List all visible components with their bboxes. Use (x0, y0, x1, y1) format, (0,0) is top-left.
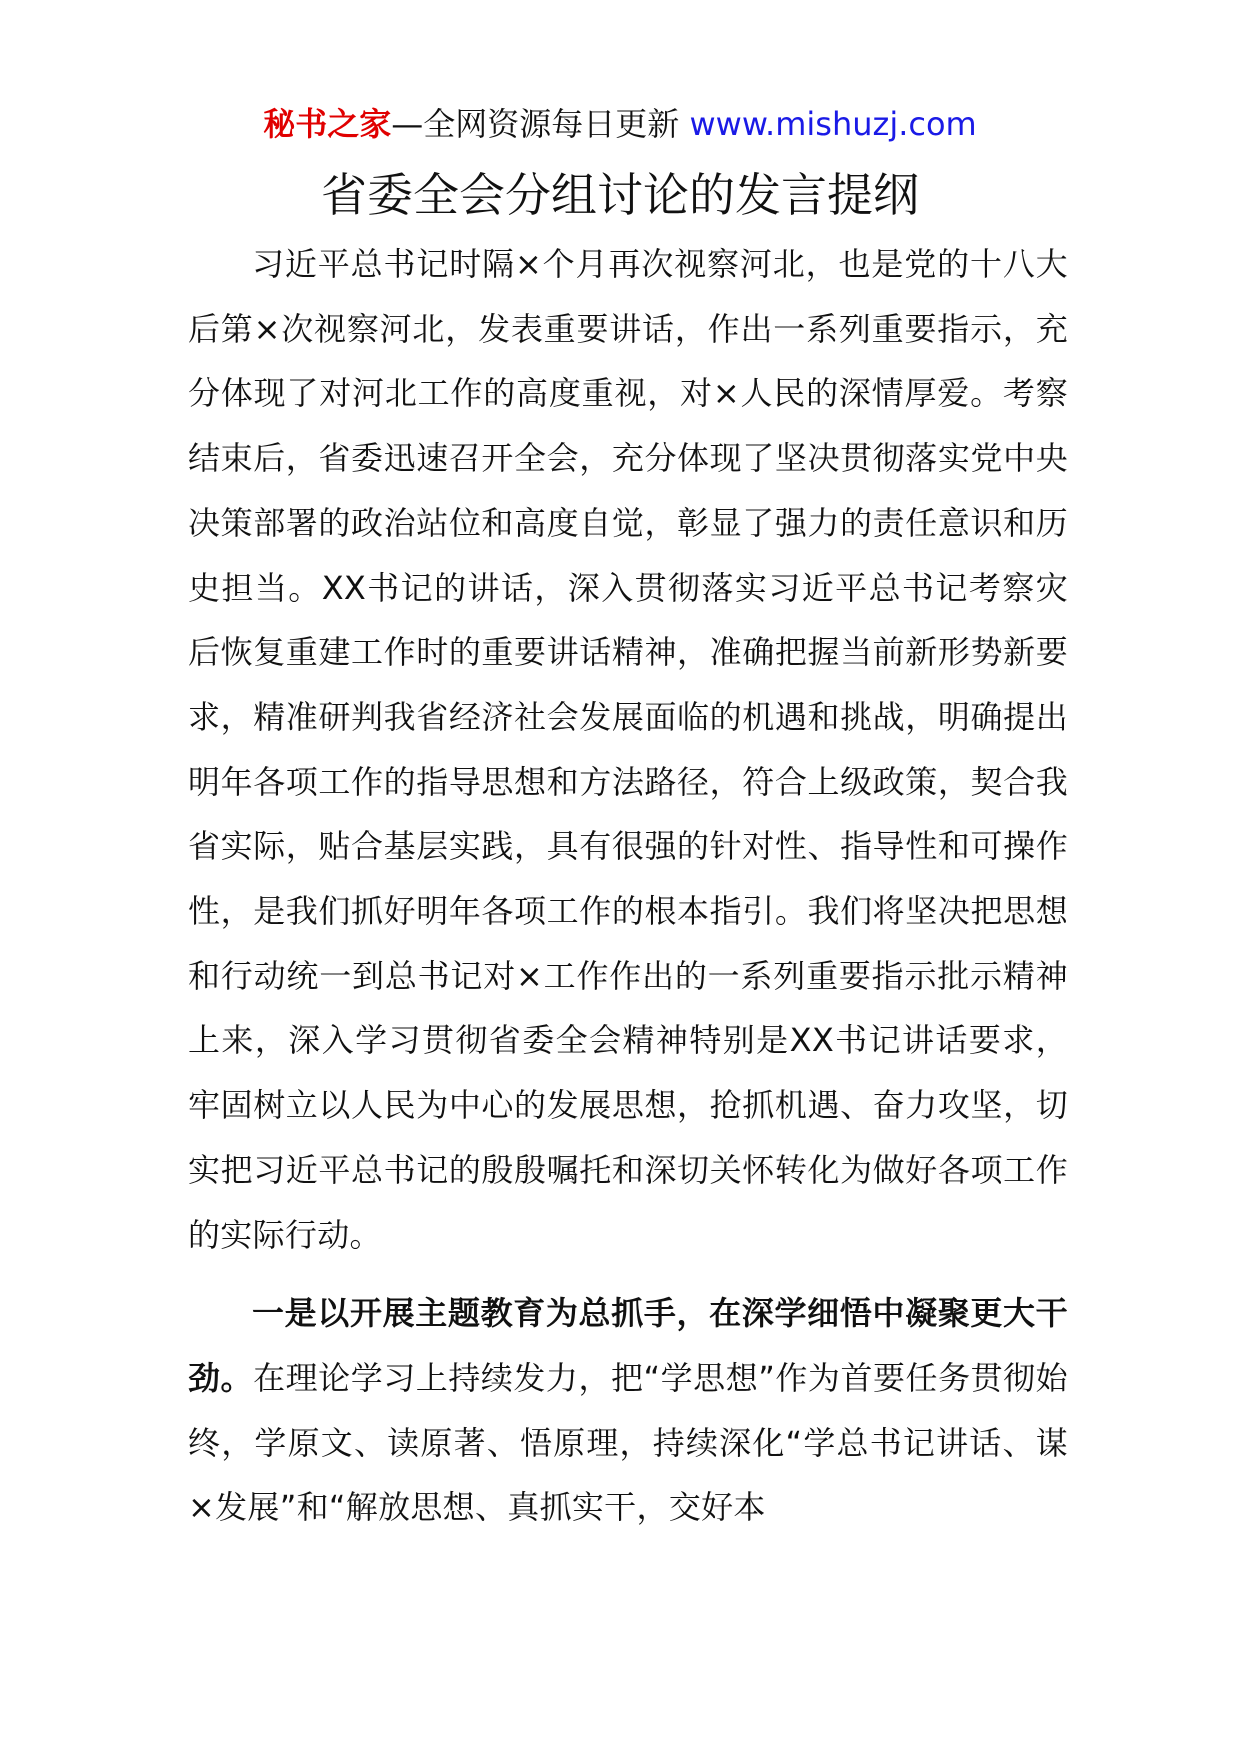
site-tagline: —全网资源每日更新 (391, 105, 690, 143)
paragraph-text: 习近平总书记时隔×个月再次视察河北，也是党的十八大后第×次视察河北，发表重要讲话，作出一系列重要指示，充分体现了对河北工作的高度重视，对×人民的深情厚爱。考察结束后，省委迅速召开全会，充分体现了坚决贯彻落实党中央决策部署的政治站位和高度自觉，彰显了强力的责任意识和历史担当。XX书记的讲话，深入贯彻落实习近平总书记考察灾后恢复重建工作时的重要讲话精神，准确把握当前新形势新要求，精准研判我省经济社会发展面临的机遇和挑战，明确提出明年各项工作的指导思想和方法路径，符合上级政策，契合我省实际，贴合基层实践，具有很强的针对性、指导性和可操作性，是我们抓好明年各项工作的根本指引。我们将坚决把思想和行动统一到总书记对×工作作出的一系列重要指示批示精神上来，深入学习贯彻省委全会精神特别是XX书记讲话要求，牢固树立以人民为中心的发展思想，抢抓机遇、奋力攻坚，切实把习近平总书记的殷殷嘱托和深切关怀转化为做好各项工作的实际行动。 (188, 245, 1068, 1254)
document-title: 省委全会分组讨论的发言提纲 (321, 168, 919, 222)
paragraph-text: 在理论学习上持续发力，把“学思想”作为首要任务贯彻始终，学原文、读原著、悟原理，持续深化“学总书记讲话、谋×发展”和“解放思想、真抓实干，交好本 (188, 1358, 1068, 1527)
site-url-link[interactable]: www.mishuzj.com (689, 105, 977, 143)
site-name: 秘书之家 (263, 105, 392, 143)
body-paragraph (188, 1281, 1068, 1540)
paragraph-lead: 一是以开展主题教育为总抓手，在深学细悟中凝聚更大干劲。 (188, 1294, 1068, 1397)
document-body (188, 232, 1068, 1540)
site-header (0, 100, 1240, 148)
body-paragraph (188, 232, 1068, 1267)
